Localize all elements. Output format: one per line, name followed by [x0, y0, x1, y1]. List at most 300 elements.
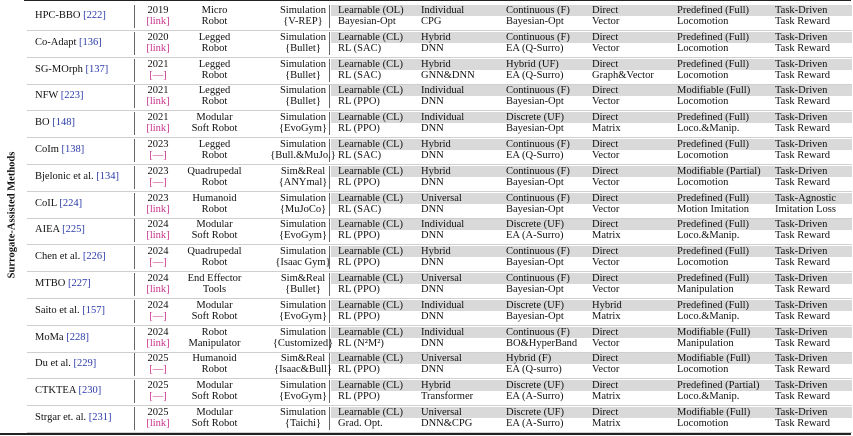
controller-optimizer: RL (PPO)	[338, 96, 380, 108]
project-link[interactable]: [—]	[149, 391, 167, 403]
environment-cell	[262, 407, 344, 429]
encoding: Direct	[592, 58, 619, 70]
method-name: Chen et al.	[35, 251, 81, 263]
policy-network: DNN	[421, 364, 444, 376]
robot-type-cell	[182, 85, 247, 107]
objective-cell	[775, 139, 830, 161]
controller-learning-cell	[338, 300, 403, 322]
table-row	[27, 298, 852, 326]
task-type: Manipulation	[677, 337, 734, 349]
policy-scope: Individual	[421, 299, 465, 311]
environment-cell	[262, 246, 344, 268]
task-cell	[677, 380, 760, 402]
controller-optimizer: RL (PPO)	[338, 257, 380, 269]
task-definition: Predefined (Partial)	[677, 380, 760, 392]
project-link[interactable]: [link]	[146, 16, 170, 27]
robot-type-line1: Legged	[198, 139, 231, 150]
environment-line1: Sim&Real	[280, 273, 326, 284]
table-row	[27, 244, 852, 272]
task-definition: Predefined (Full)	[677, 31, 750, 43]
controller-optimizer: Grad. Opt.	[338, 418, 383, 429]
method-cell	[35, 385, 101, 396]
design-space: Continuous (F)	[506, 246, 570, 258]
project-link[interactable]: [link]	[146, 203, 170, 215]
task-cell	[677, 273, 749, 295]
controller-type: Learnable (CL)	[338, 165, 404, 177]
table-row	[27, 3, 852, 31]
design-optimizer: EA (Q-surro)	[506, 364, 562, 376]
table-row	[27, 271, 852, 299]
column-divider	[134, 300, 135, 323]
objective-cell	[775, 327, 830, 349]
objective-cell	[775, 246, 830, 268]
controller-type: Learnable (CL)	[338, 192, 404, 204]
controller-type: Learnable (CL)	[338, 273, 404, 284]
task-cell	[677, 139, 749, 161]
objective-signal: Task Reward	[775, 96, 830, 108]
environment-line1: Simulation	[279, 5, 327, 16]
controller-network-cell	[421, 85, 464, 107]
robot-type-line1: Modular	[196, 112, 233, 124]
objective-type: Task-Driven	[775, 299, 828, 311]
year-cell	[144, 193, 172, 215]
citation-link[interactable]: [134]	[96, 170, 119, 182]
environment-cell	[262, 85, 344, 107]
task-definition: Modifiable (Full)	[677, 353, 751, 365]
design-space: Continuous (F)	[506, 31, 570, 43]
robot-type-line2: Robot	[201, 42, 228, 54]
task-cell	[677, 32, 749, 54]
objective-type: Task-Driven	[775, 380, 828, 392]
year-cell	[144, 85, 172, 107]
task-type: Locomotion	[677, 42, 729, 54]
environment-cell	[262, 5, 344, 27]
design-optimizer: Bayesian-Opt	[506, 203, 564, 215]
controller-type: Learnable (CL)	[338, 380, 404, 392]
task-type: Loco.&Manip.	[677, 230, 740, 242]
environment-line1: Simulation	[279, 31, 327, 43]
policy-network: DNN	[421, 230, 444, 242]
objective-signal: Task Reward	[775, 310, 830, 322]
year-cell	[144, 112, 172, 134]
environment-line1: Simulation	[279, 380, 327, 392]
policy-scope: Hybrid	[421, 246, 451, 258]
year-cell	[144, 300, 172, 322]
robot-type-cell	[182, 166, 247, 188]
task-definition: Predefined (Full)	[677, 112, 750, 124]
policy-scope: Universal	[421, 273, 462, 284]
controller-network-cell	[421, 407, 472, 429]
encoding: Direct	[592, 219, 619, 231]
encoding: Direct	[592, 31, 619, 43]
method-cell	[35, 64, 108, 75]
controller-optimizer: RL (PPO)	[338, 230, 380, 242]
citation-link[interactable]: [138]	[61, 144, 85, 155]
design-space: Continuous (F)	[506, 326, 570, 338]
design-optimizer: EA (Q-Surro)	[506, 150, 564, 161]
representation: Vector	[592, 150, 620, 161]
design-space: Hybrid (F)	[506, 353, 552, 365]
policy-network: DNN	[421, 176, 444, 188]
year-cell	[144, 5, 172, 27]
controller-learning-cell	[338, 32, 403, 54]
year-cell	[144, 407, 172, 429]
controller-learning-cell	[338, 219, 403, 241]
design-optimizer: Bayesian-Opt	[506, 123, 564, 135]
environment-line1: Simulation	[279, 219, 327, 231]
task-type: Locomotion	[677, 96, 729, 108]
citation-link[interactable]: [230]	[78, 385, 102, 397]
method-cell	[35, 224, 85, 235]
task-cell	[677, 85, 750, 107]
robot-type-line2: Robot	[201, 257, 228, 269]
morphology-space-cell	[506, 380, 564, 402]
design-optimizer: Bayesian-Opt	[506, 284, 564, 295]
representation: Matrix	[592, 391, 621, 403]
project-link[interactable]: [—]	[149, 150, 167, 161]
task-definition: Modifiable (Full)	[677, 85, 751, 97]
environment-cell	[262, 300, 344, 322]
objective-cell	[775, 407, 830, 429]
controller-type: Learnable (CL)	[338, 407, 404, 418]
controller-network-cell	[421, 327, 464, 349]
method-name: SG-MOrph	[35, 63, 83, 75]
method-name: Saito et al.	[35, 304, 80, 316]
year-cell	[144, 246, 172, 268]
policy-scope: Universal	[421, 192, 462, 204]
year: 2019	[147, 5, 169, 16]
citation-link[interactable]: [157]	[82, 304, 105, 316]
controller-optimizer: RL (SAC)	[338, 69, 382, 81]
citation-link[interactable]: [225]	[62, 224, 85, 236]
environment-line1: Simulation	[279, 246, 327, 258]
design-optimizer: Bayesian-Opt	[506, 96, 564, 108]
method-cell	[35, 171, 119, 182]
controller-optimizer: RL (SAC)	[338, 150, 382, 161]
column-divider	[134, 139, 135, 162]
controller-network-cell	[421, 59, 475, 81]
environment-line1: Simulation	[279, 192, 327, 204]
morphology-space-cell	[506, 353, 562, 375]
objective-type: Task-Driven	[775, 58, 828, 70]
encoding: Direct	[592, 273, 619, 284]
task-type: Manipulation	[677, 284, 734, 295]
controller-optimizer: RL (PPO)	[338, 391, 380, 403]
environment-cell	[262, 327, 344, 349]
environment-cell	[262, 112, 344, 134]
robot-type-line2: Robot	[201, 203, 228, 215]
controller-optimizer: Bayesian-Opt	[338, 16, 396, 27]
controller-type: Learnable (CL)	[338, 58, 404, 70]
robot-type-line2: Soft Robot	[191, 123, 238, 135]
table-row	[27, 110, 852, 138]
year: 2021	[147, 85, 169, 97]
robot-type-line1: Modular	[196, 407, 233, 418]
method-cell	[35, 198, 82, 209]
year-cell	[144, 327, 172, 349]
method-name: MTBO	[35, 278, 66, 289]
task-cell	[677, 59, 749, 81]
controller-network-cell	[421, 380, 473, 402]
robot-type-line2: Soft Robot	[191, 418, 238, 429]
citation-link[interactable]: [229]	[73, 358, 97, 370]
encoding: Direct	[592, 380, 619, 392]
task-definition: Modifiable (Full)	[677, 407, 751, 418]
design-optimizer: Bayesian-Opt	[506, 16, 564, 27]
method-name: CTKTEA	[35, 385, 76, 397]
representation-cell	[592, 5, 619, 27]
method-name: MoMa	[35, 331, 64, 343]
citation-link[interactable]: [224]	[59, 197, 83, 209]
objective-cell	[775, 300, 830, 322]
objective-type: Task-Driven	[775, 407, 828, 418]
controller-type: Learnable (CL)	[338, 246, 404, 258]
objective-type: Task-Driven	[775, 246, 828, 258]
controller-learning-cell	[338, 407, 403, 429]
year-cell	[144, 139, 172, 161]
controller-learning-cell	[338, 380, 403, 402]
robot-type-cell	[182, 193, 247, 215]
policy-scope: Universal	[421, 407, 462, 418]
morphology-space-cell	[506, 193, 570, 215]
table-row	[27, 137, 852, 165]
controller-optimizer: RL (PPO)	[338, 310, 380, 322]
controller-learning-cell	[338, 112, 403, 134]
morphology-space-cell	[506, 59, 563, 81]
policy-network: DNN	[421, 284, 444, 295]
design-space: Discrete (UF)	[506, 219, 565, 231]
robot-type-cell	[182, 59, 247, 81]
year: 2025	[147, 407, 169, 418]
method-name: Bjelonic et al.	[35, 170, 94, 182]
citation-link[interactable]: [222]	[83, 10, 106, 21]
citation-link[interactable]: [223]	[60, 90, 84, 102]
morphology-space-cell	[506, 112, 564, 134]
controller-type: Learnable (CL)	[338, 219, 404, 231]
environment-line2: {EvoGym}	[279, 391, 327, 403]
controller-type: Learnable (CL)	[338, 31, 404, 43]
environment-line2: {Taichi}	[284, 418, 322, 429]
project-link[interactable]: [link]	[146, 96, 170, 108]
table-row	[27, 57, 852, 85]
citation-link[interactable]: [228]	[66, 331, 89, 343]
policy-scope: Individual	[421, 85, 465, 97]
representation: Vector	[592, 284, 620, 295]
citation-link[interactable]: [137]	[85, 63, 109, 75]
morphology-space-cell	[506, 139, 570, 161]
robot-type-cell	[182, 219, 247, 241]
environment-line1: Simulation	[279, 112, 327, 124]
morphology-space-cell	[506, 219, 564, 241]
objective-cell	[775, 193, 836, 215]
robot-type-line2: Soft Robot	[191, 391, 238, 403]
project-link[interactable]: [—]	[149, 176, 167, 188]
robot-type-line1: Legged	[198, 58, 231, 70]
design-optimizer: BO&HyperBand	[506, 337, 578, 349]
task-cell	[677, 219, 749, 241]
policy-scope: Universal	[421, 353, 462, 365]
table-row	[27, 30, 852, 58]
environment-cell	[262, 59, 344, 81]
representation-cell	[592, 219, 621, 241]
project-link[interactable]: [—]	[149, 257, 167, 269]
citation-link[interactable]: [148]	[52, 117, 75, 129]
objective-cell	[775, 5, 830, 27]
method-name: Strgar et. al.	[35, 412, 87, 423]
bottom-rule	[0, 433, 851, 435]
task-type: Loco.&Manip.	[677, 391, 740, 403]
citation-link[interactable]: [136]	[79, 36, 102, 48]
policy-scope: Hybrid	[421, 139, 451, 150]
representation: Matrix	[592, 310, 621, 322]
controller-network-cell	[421, 273, 462, 295]
robot-type-line2: Robot	[201, 96, 228, 108]
column-divider	[134, 193, 135, 216]
robot-type-line2: Robot	[201, 176, 228, 188]
objective-cell	[775, 380, 830, 402]
representation: Vector	[592, 257, 620, 269]
objective-signal: Task Reward	[775, 284, 830, 295]
design-space: Continuous (F)	[506, 85, 570, 97]
objective-cell	[775, 219, 830, 241]
design-optimizer: EA (A-Surro)	[506, 418, 564, 429]
controller-type: Learnable (CL)	[338, 299, 404, 311]
design-space: Hybrid (UF)	[506, 58, 559, 70]
encoding: Direct	[592, 5, 619, 16]
robot-type-line2: Soft Robot	[191, 310, 238, 322]
column-divider	[134, 85, 135, 108]
controller-optimizer: RL (PPO)	[338, 364, 380, 376]
controller-type: Learnable (CL)	[338, 353, 404, 365]
controller-type: Learnable (CL)	[338, 139, 404, 150]
task-definition: Predefined (Full)	[677, 139, 750, 150]
objective-type: Task-Driven	[775, 5, 828, 16]
morphology-space-cell	[506, 407, 564, 429]
controller-network-cell	[421, 166, 451, 188]
objective-signal: Task Reward	[775, 391, 830, 403]
policy-network: DNN	[421, 337, 444, 349]
project-link[interactable]: [link]	[146, 42, 170, 54]
table-row	[27, 405, 852, 433]
representation-cell	[592, 32, 619, 54]
controller-optimizer: RL (SAC)	[338, 42, 382, 54]
citation-link[interactable]: [227]	[67, 278, 91, 289]
robot-type-line2: Robot	[201, 364, 228, 376]
design-optimizer: EA (Q-Surro)	[506, 42, 564, 54]
project-link[interactable]: [link]	[146, 123, 170, 135]
robot-type-cell	[182, 246, 247, 268]
method-cell	[35, 251, 106, 262]
citation-link[interactable]: [226]	[82, 251, 106, 263]
objective-signal: Task Reward	[775, 257, 830, 269]
task-type: Locomotion	[677, 364, 729, 376]
table-row	[27, 378, 852, 406]
design-space: Continuous (F)	[506, 5, 570, 16]
project-link[interactable]: [—]	[149, 69, 167, 81]
controller-learning-cell	[338, 246, 403, 268]
task-cell	[677, 327, 750, 349]
task-type: Locomotion	[677, 257, 729, 269]
controller-type: Learnable (CL)	[338, 85, 404, 97]
policy-scope: Individual	[421, 112, 465, 124]
policy-scope: Hybrid	[421, 31, 451, 43]
task-definition: Modifiable (Partial)	[677, 165, 761, 177]
design-space: Continuous (F)	[506, 192, 570, 204]
design-space: Discrete (UF)	[506, 380, 565, 392]
environment-line2: {EvoGym}	[279, 310, 327, 322]
controller-network-cell	[421, 112, 464, 134]
project-link[interactable]: [link]	[146, 284, 170, 295]
task-cell	[677, 246, 749, 268]
column-divider	[134, 59, 135, 82]
robot-type-line1: End Effector	[187, 273, 242, 284]
encoding: Direct	[592, 246, 619, 258]
project-link[interactable]: [link]	[146, 418, 170, 429]
robot-type-line1: Micro	[201, 5, 228, 16]
morphology-space-cell	[506, 166, 570, 188]
project-link[interactable]: [link]	[146, 337, 170, 349]
controller-network-cell	[421, 300, 464, 322]
encoding: Direct	[592, 85, 619, 97]
task-definition: Predefined (Full)	[677, 5, 750, 16]
objective-type: Task-Agnostic	[775, 192, 837, 204]
controller-network-cell	[421, 193, 462, 215]
year: 2024	[147, 326, 169, 338]
task-definition: Predefined (Full)	[677, 192, 750, 204]
robot-type-line1: Legged	[198, 31, 231, 43]
objective-signal: Task Reward	[775, 150, 830, 161]
policy-network: Transformer	[421, 391, 474, 403]
representation: Vector	[592, 337, 620, 349]
representation: Vector	[592, 42, 620, 54]
environment-line1: Simulation	[279, 299, 327, 311]
project-link[interactable]: [—]	[149, 310, 167, 322]
robot-type-cell	[182, 32, 247, 54]
objective-type: Task-Driven	[775, 353, 828, 365]
controller-network-cell	[421, 353, 462, 375]
year: 2024	[147, 219, 169, 231]
task-type: Locomotion	[677, 150, 729, 161]
robot-type-line1: Modular	[196, 380, 233, 392]
objective-type: Task-Driven	[775, 31, 828, 43]
objective-type: Task-Driven	[775, 219, 828, 231]
environment-line2: {EvoGym}	[279, 230, 327, 242]
citation-link[interactable]: [231]	[88, 412, 112, 423]
robot-type-line1: Humanoid	[192, 353, 237, 365]
environment-line2: {Customized}	[272, 337, 334, 349]
representation-cell	[592, 166, 619, 188]
top-rule	[24, 0, 851, 1]
controller-optimizer: RL (SAC)	[338, 203, 382, 215]
project-link[interactable]: [link]	[146, 230, 170, 242]
project-link[interactable]: [—]	[149, 364, 167, 376]
objective-signal: Imitation Loss	[775, 203, 836, 215]
year: 2025	[147, 353, 169, 365]
method-cell	[35, 90, 84, 101]
method-cell	[35, 10, 106, 21]
design-optimizer: Bayesian-Opt	[506, 257, 564, 269]
environment-line2: {Bullet}	[285, 284, 321, 295]
environment-cell	[262, 139, 344, 161]
robot-type-line1: Quadrupedal	[187, 165, 242, 177]
environment-cell	[262, 353, 344, 375]
environment-line2: {MuJoCo}	[279, 203, 327, 215]
method-name: HPC-BBO	[35, 10, 81, 21]
objective-signal: Task Reward	[775, 123, 830, 135]
method-name: NFW	[35, 90, 59, 102]
representation-cell	[592, 380, 621, 402]
robot-type-cell	[182, 139, 247, 161]
